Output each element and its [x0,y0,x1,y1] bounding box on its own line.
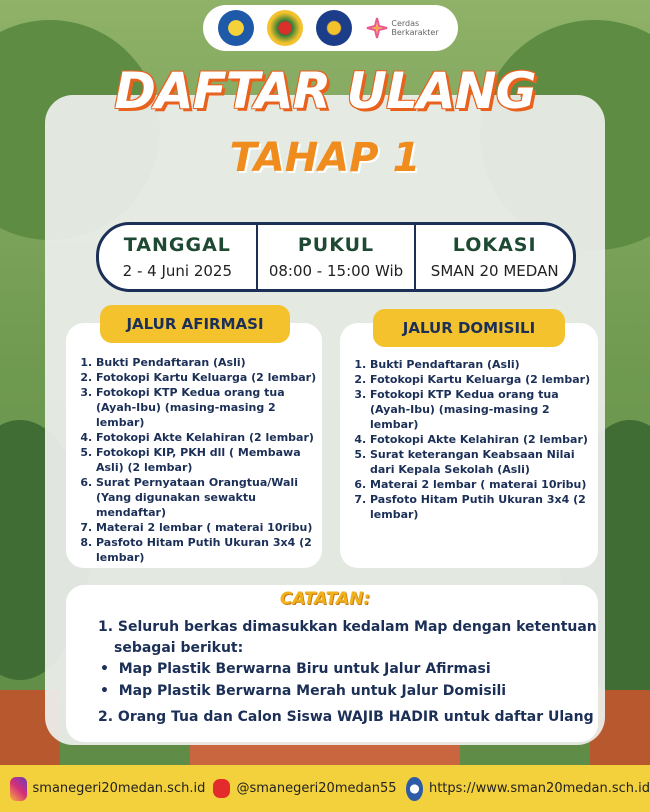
list-item: 7. Pasfoto Hitam Putih Ukuran 3x4 (2 lembar) [370,492,598,522]
list-item: 1. Bukti Pendaftaran (Asli) [370,357,598,372]
list-item: 7. Materai 2 lembar ( materai 10ribu) [96,520,322,535]
brand-text: Cerdas Berkarakter [391,19,439,37]
list-item: 2. Fotokopi Kartu Keluarga (2 lembar) [370,372,598,387]
globe-icon [406,777,423,801]
list-item: 5. Fotokopi KIP, PKH dll ( Membawa Asli) (2 lembar) [96,445,322,475]
info-time-value: 08:00 - 15:00 Wib [268,262,404,280]
instagram-link[interactable]: smanegeri20medan.sch.id [32,781,206,796]
youtube-link[interactable]: @smanegeri20medan55 [236,781,397,796]
domisili-list [340,357,598,522]
afirmasi-list [66,355,322,565]
provincial-emblem-logo [267,10,303,46]
afirmasi-box [66,323,322,568]
bullet-icon: • [100,661,119,677]
list-item: 3. Fotokopi KTP Kedua orang tua (Ayah-Ibu) (masing-masing 2 lembar) [96,385,322,430]
tut-wuri-logo [218,10,254,46]
list-item: 6. Surat Pernyataan Orangtua/Wali (Yang digunakan sewaktu mendaftar) [96,475,322,520]
list-item: 4. Fotokopi Akte Kelahiran (2 lembar) [96,430,322,445]
schedule-info [96,222,576,292]
info-date [99,225,258,289]
notes-line1b: sebagai berikut: [114,640,244,656]
logo-bar [203,5,458,51]
notes-title: CATATAN: [279,589,371,609]
notes-bullet1 [100,661,491,677]
list-item: 1. Bukti Pendaftaran (Asli) [96,355,322,370]
instagram-icon [10,777,27,801]
list-item: 2. Fotokopi Kartu Keluarga (2 lembar) [96,370,322,385]
title-line1: DAFTAR ULANG [114,62,536,120]
info-date-head: TANGGAL [123,234,231,256]
list-item: 5. Surat keterangan Keabsaan Nilai dari Kepala Sekolah (Asli) [370,447,598,477]
bullet-text: Map Plastik Berwarna Merah untuk Jalur Domisili [118,683,507,699]
list-item: 3. Fotokopi KTP Kedua orang tua (Ayah-Ibu) (masing-masing 2 lembar) [370,387,598,432]
list-item: 8. Pasfoto Hitam Putih Ukuran 3x4 (2 lembar) [96,535,322,565]
notes-line1: 1. Seluruh berkas dimasukkan kedalam Map dengan ketentuan [98,619,597,635]
info-date-value: 2 - 4 Juni 2025 [122,262,233,280]
domisili-box [340,323,598,568]
youtube-icon [213,779,231,798]
bullet-icon: • [100,683,119,699]
list-item: 6. Materai 2 lembar ( materai 10ribu) [370,477,598,492]
domisili-label: JALUR DOMISILI [373,309,565,347]
list-item: 4. Fotokopi Akte Kelahiran (2 lembar) [370,432,598,447]
footer-bar [0,765,650,812]
star-icon [365,16,389,40]
info-time-head: PUKUL [297,234,375,256]
info-time [258,225,417,289]
website-link[interactable]: https://www.sman20medan.sch.id [428,781,650,796]
city-emblem-logo [316,10,352,46]
info-location-head: LOKASI [452,234,537,256]
title-line2: TAHAP 1 [229,135,421,181]
cerdas-berkarakter-logo [365,16,443,40]
info-location [416,225,573,289]
afirmasi-label: JALUR AFIRMASI [100,305,290,343]
notes-bullet2 [100,683,506,699]
bullet-text: Map Plastik Berwarna Biru untuk Jalur Afirmasi [118,661,491,677]
notes-line2: 2. Orang Tua dan Calon Siswa WAJIB HADIR untuk daftar Ulang [98,709,594,725]
info-location-value: SMAN 20 MEDAN [430,262,559,280]
